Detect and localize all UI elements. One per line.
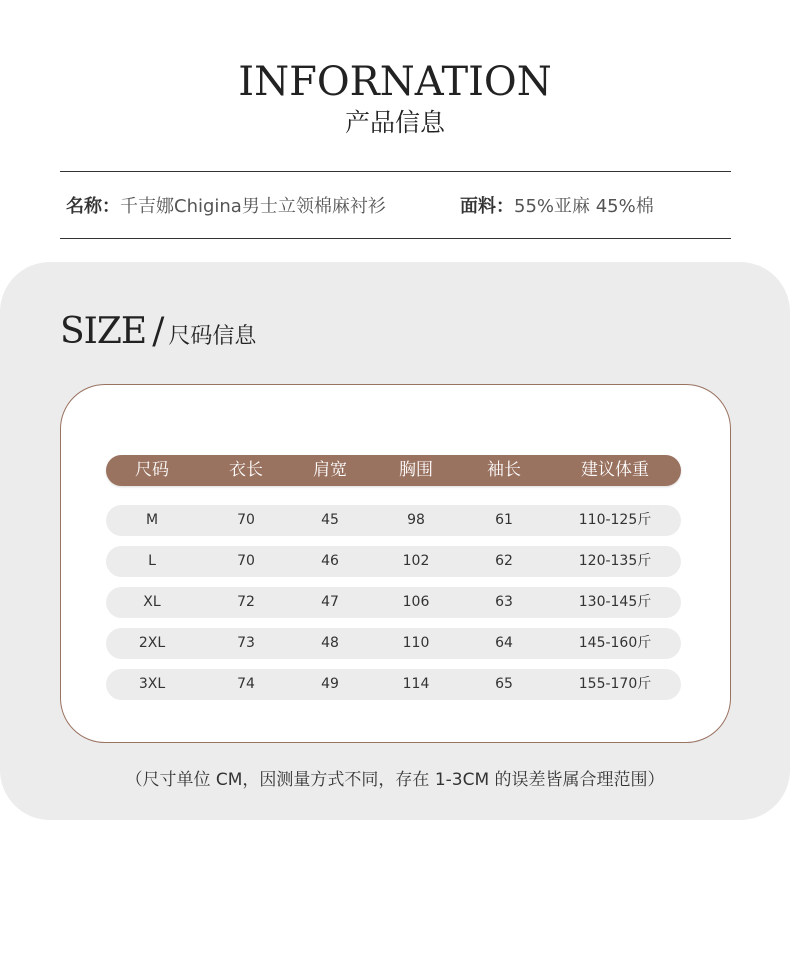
cell-weight: 130-145斤: [578, 594, 652, 610]
header-length: 衣长: [229, 460, 263, 480]
cell-length: 74: [237, 676, 255, 692]
cell-shoulder: 46: [321, 553, 339, 569]
header-shoulder: 肩宽: [313, 460, 347, 480]
cell-chest: 102: [402, 553, 430, 569]
product-name: [66, 192, 386, 222]
size-heading-cn: 尺码信息: [168, 324, 257, 349]
cell-shoulder: 47: [321, 594, 339, 610]
size-heading: [60, 311, 256, 355]
divider-top: [60, 171, 731, 172]
cell-weight: 120-135斤: [578, 553, 652, 569]
cell-length: 70: [237, 512, 255, 528]
table-row: [106, 587, 681, 618]
table-header: [106, 455, 681, 486]
cell-chest: 114: [402, 676, 430, 692]
cell-chest: 106: [402, 594, 430, 610]
cell-weight: 110-125斤: [578, 512, 652, 528]
page-title: INFORNATION: [238, 59, 552, 105]
cell-length: 70: [237, 553, 255, 569]
cell-weight: 155-170斤: [578, 676, 652, 692]
cell-size: XL: [143, 594, 161, 610]
table-row: [106, 546, 681, 577]
table-row: [106, 628, 681, 659]
header-weight: 建议体重: [581, 460, 649, 480]
product-fabric-label: 面料：: [460, 196, 514, 217]
cell-size: L: [148, 553, 156, 569]
cell-sleeve: 63: [495, 594, 513, 610]
divider-bottom: [60, 238, 731, 239]
table-row: [106, 505, 681, 536]
cell-length: 72: [237, 594, 255, 610]
cell-size: M: [145, 512, 159, 528]
cell-shoulder: 45: [321, 512, 339, 528]
cell-size: 2XL: [138, 635, 166, 651]
cell-sleeve: 62: [495, 553, 513, 569]
measurement-note: （尺寸单位 CM，因测量方式不同，存在 1-3CM 的误差皆属合理范围）: [125, 770, 665, 790]
product-name-label: 名称：: [66, 196, 120, 217]
product-fabric-value: 55%亚麻 45%棉: [514, 196, 654, 217]
header-size: 尺码: [135, 460, 169, 480]
cell-shoulder: 49: [321, 676, 339, 692]
header-chest: 胸围: [399, 460, 433, 480]
size-heading-slash: /: [152, 311, 165, 352]
table-row: [106, 669, 681, 700]
cell-sleeve: 61: [495, 512, 513, 528]
product-name-value: 千吉娜Chigina男士立领棉麻衬衫: [120, 196, 386, 217]
cell-chest: 110: [402, 635, 430, 651]
product-fabric: [460, 192, 654, 222]
size-heading-en: SIZE: [60, 311, 147, 352]
cell-shoulder: 48: [321, 635, 339, 651]
cell-length: 73: [237, 635, 255, 651]
page-subtitle: 产品信息: [344, 108, 445, 137]
cell-chest: 98: [407, 512, 425, 528]
cell-weight: 145-160斤: [578, 635, 652, 651]
cell-sleeve: 64: [495, 635, 513, 651]
cell-size: 3XL: [138, 676, 166, 692]
cell-sleeve: 65: [495, 676, 513, 692]
header-sleeve: 袖长: [487, 460, 521, 480]
